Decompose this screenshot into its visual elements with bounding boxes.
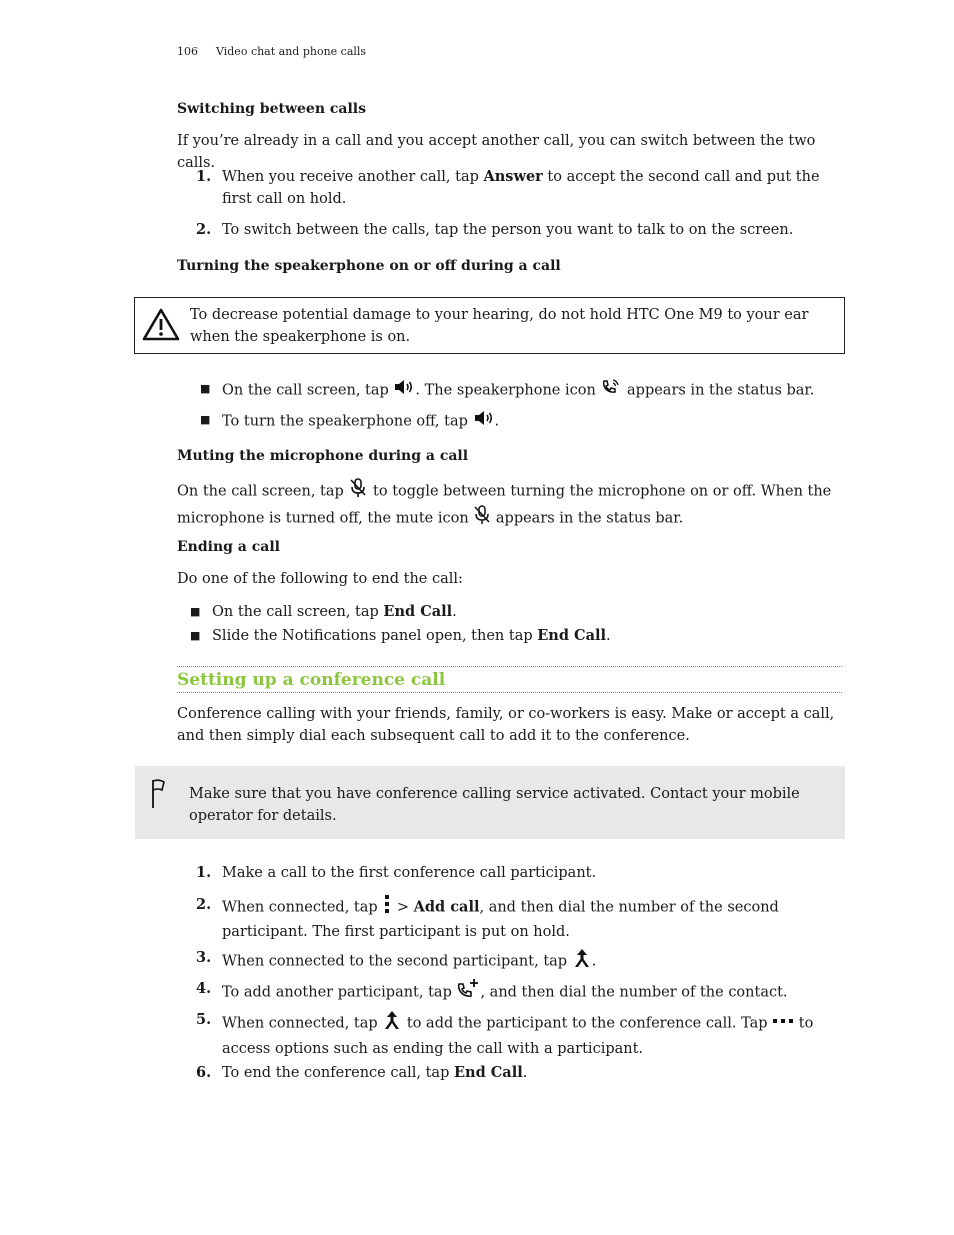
merge-calls-icon (572, 947, 592, 976)
step-number: 2. (196, 221, 212, 238)
section-rule-top (177, 666, 842, 667)
speakerphone-status-icon (600, 378, 622, 403)
merge-calls-icon (382, 1009, 402, 1038)
step-text: When you receive another call, tap Answer to accept the second call and put the first call on hold. (222, 168, 820, 207)
microphone-mute-icon (348, 478, 368, 505)
flag-icon (149, 778, 171, 814)
note-text: Make sure that you have conference calling service activated. Contact your mobile operator for details. (189, 786, 800, 824)
heading-switching-calls: Switching between calls (177, 101, 367, 117)
step-number: 1. (196, 168, 212, 185)
speaker-icon (393, 378, 415, 403)
more-horizontal-icon (772, 1013, 794, 1035)
mute-status-icon (473, 505, 491, 532)
warning-text: To decrease potential damage to your hearing, do not hold HTC One M9 to your ear when the speakerphone is on. (190, 307, 809, 345)
paragraph-muting: On the call screen, tap to toggle between turning the microphone on or off. When the microphone is turned off, the mute icon appears in the status bar. (177, 478, 842, 532)
step-text: To switch between the calls, tap the person you want to talk to on the screen. (222, 222, 794, 238)
section-rule-bottom (177, 692, 842, 693)
page-header (177, 45, 366, 58)
paragraph-conference-intro: Conference calling with your friends, family, or co-workers is easy. Make or accept a call, and then simply dial each subsequent call to add it to the conference. (177, 706, 835, 744)
page-number: 106 (177, 45, 198, 58)
heading-speakerphone: Turning the speakerphone on or off during a call (177, 258, 561, 274)
warning-box (134, 297, 845, 354)
note-box (135, 766, 845, 839)
add-call-icon (456, 978, 480, 1007)
chapter-title: Video chat and phone calls (216, 45, 367, 58)
more-vertical-icon (382, 894, 392, 921)
speaker-icon (473, 409, 495, 434)
section-title-conference: Setting up a conference call (177, 670, 446, 690)
warning-icon (142, 308, 180, 346)
heading-muting: Muting the microphone during a call (177, 448, 469, 464)
paragraph-ending-intro: Do one of the following to end the call: (177, 571, 463, 587)
paragraph-switching-intro: If you’re already in a call and you accept another call, you can switch between the two calls. (177, 133, 816, 171)
heading-ending-call: Ending a call (177, 539, 280, 555)
